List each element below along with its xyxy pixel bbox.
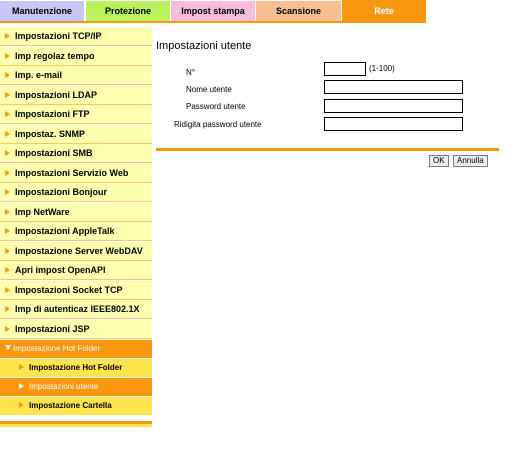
sidebar-item-label: Impostazioni Servizio Web xyxy=(15,168,129,178)
sidebar-item-email[interactable] xyxy=(0,66,152,85)
sidebar xyxy=(0,23,152,450)
sidebar-item-regolaz-tempo[interactable] xyxy=(0,47,152,66)
sidebar-item-smb[interactable] xyxy=(0,144,152,163)
sidebar-item-label: Impostazioni FTP xyxy=(15,109,90,119)
tab-scansione[interactable]: Scansione xyxy=(256,1,341,21)
sidebar-subitem-label: Impostazioni utente xyxy=(29,382,99,391)
sidebar-subitem-impostazioni-utente[interactable] xyxy=(0,378,152,397)
sidebar-item-label: Imp di autenticaz IEEE802.1X xyxy=(15,304,140,314)
number-field[interactable] xyxy=(324,62,366,76)
arrow-right-icon xyxy=(5,150,10,156)
sidebar-item-tcp-ip[interactable] xyxy=(0,27,152,46)
arrow-right-icon xyxy=(5,326,10,332)
arrow-right-icon xyxy=(5,170,10,176)
main-content xyxy=(156,23,517,450)
ok-button[interactable]: OK xyxy=(429,155,449,167)
arrow-right-icon xyxy=(5,72,10,78)
arrow-right-icon xyxy=(5,209,10,215)
retype-password-label: Ridigita password utente xyxy=(174,120,262,129)
sidebar-divider xyxy=(0,424,152,427)
sidebar-item-socket-tcp[interactable] xyxy=(0,281,152,300)
arrow-right-icon xyxy=(5,189,10,195)
sidebar-subitem-label: Impostazione Hot Folder xyxy=(29,363,123,372)
sidebar-item-ldap[interactable] xyxy=(0,86,152,105)
sidebar-item-label: Impostazioni JSP xyxy=(15,324,90,334)
tab-impost-stampa[interactable]: Impost stampa xyxy=(171,1,255,21)
username-label: Nome utente xyxy=(186,85,232,94)
arrow-right-icon xyxy=(5,53,10,59)
sidebar-item-ftp[interactable] xyxy=(0,105,152,124)
sidebar-item-webdav[interactable] xyxy=(0,242,152,261)
sidebar-item-bonjour[interactable] xyxy=(0,183,152,202)
arrow-down-icon xyxy=(5,345,11,350)
tab-manutenzione[interactable]: Manutenzione xyxy=(0,1,84,21)
sidebar-item-label: Impostazioni Bonjour xyxy=(15,187,107,197)
arrow-right-icon xyxy=(5,33,10,39)
arrow-right-icon xyxy=(5,287,10,293)
arrow-right-icon xyxy=(5,306,10,312)
sidebar-item-label: Apri impost OpenAPI xyxy=(15,265,106,275)
tab-rete[interactable]: Rete xyxy=(342,0,426,22)
sidebar-item-jsp[interactable] xyxy=(0,320,152,339)
sidebar-item-label: Impostazioni AppleTalk xyxy=(15,226,115,236)
sidebar-item-servizio-web[interactable] xyxy=(0,164,152,183)
tab-protezione[interactable]: Protezione xyxy=(86,1,170,21)
sidebar-item-label: Imp NetWare xyxy=(15,207,70,217)
arrow-right-icon xyxy=(19,364,24,370)
sidebar-item-label: Impostazione Server WebDAV xyxy=(15,246,143,256)
sidebar-item-openapi[interactable] xyxy=(0,261,152,280)
arrow-right-icon xyxy=(5,131,10,137)
number-range-hint: (1-100) xyxy=(369,64,395,73)
sidebar-item-label: Imp. e-mail xyxy=(15,70,63,80)
sidebar-item-label: Impostazioni Socket TCP xyxy=(15,285,123,295)
sidebar-subitem-cartella[interactable] xyxy=(0,397,152,416)
password-field[interactable] xyxy=(324,99,463,113)
arrow-right-icon xyxy=(5,267,10,273)
sidebar-group-hot-folder[interactable] xyxy=(0,340,152,358)
sidebar-item-label: Impostazioni LDAP xyxy=(15,90,98,100)
arrow-right-icon xyxy=(19,402,24,408)
arrow-right-icon xyxy=(5,248,10,254)
arrow-right-icon xyxy=(19,383,24,389)
password-label: Password utente xyxy=(186,102,246,111)
sidebar-item-ieee8021x[interactable] xyxy=(0,300,152,319)
sidebar-item-label: Impostazioni TCP/IP xyxy=(15,31,102,41)
cancel-button[interactable]: Annulla xyxy=(453,155,488,167)
number-label: N° xyxy=(186,68,195,77)
arrow-right-icon xyxy=(5,228,10,234)
sidebar-group-label: Impostazione Hot Folder xyxy=(13,344,101,353)
sidebar-item-netware[interactable] xyxy=(0,203,152,222)
arrow-right-icon xyxy=(5,111,10,117)
sidebar-item-label: Imp regolaz tempo xyxy=(15,51,95,61)
sidebar-subitem-hot-folder[interactable] xyxy=(0,359,152,378)
retype-password-field[interactable] xyxy=(324,117,463,131)
page-title: Impostazioni utente xyxy=(156,40,252,52)
arrow-right-icon xyxy=(5,92,10,98)
sidebar-item-label: Impostazioni SMB xyxy=(15,148,93,158)
username-field[interactable] xyxy=(324,80,463,94)
sidebar-item-snmp[interactable] xyxy=(0,125,152,144)
top-tab-bar xyxy=(0,0,517,23)
sidebar-item-appletalk[interactable] xyxy=(0,222,152,241)
sidebar-item-label: Impostaz. SNMP xyxy=(15,129,86,139)
form-divider xyxy=(156,148,499,151)
sidebar-subitem-label: Impostazione Cartella xyxy=(29,401,112,410)
